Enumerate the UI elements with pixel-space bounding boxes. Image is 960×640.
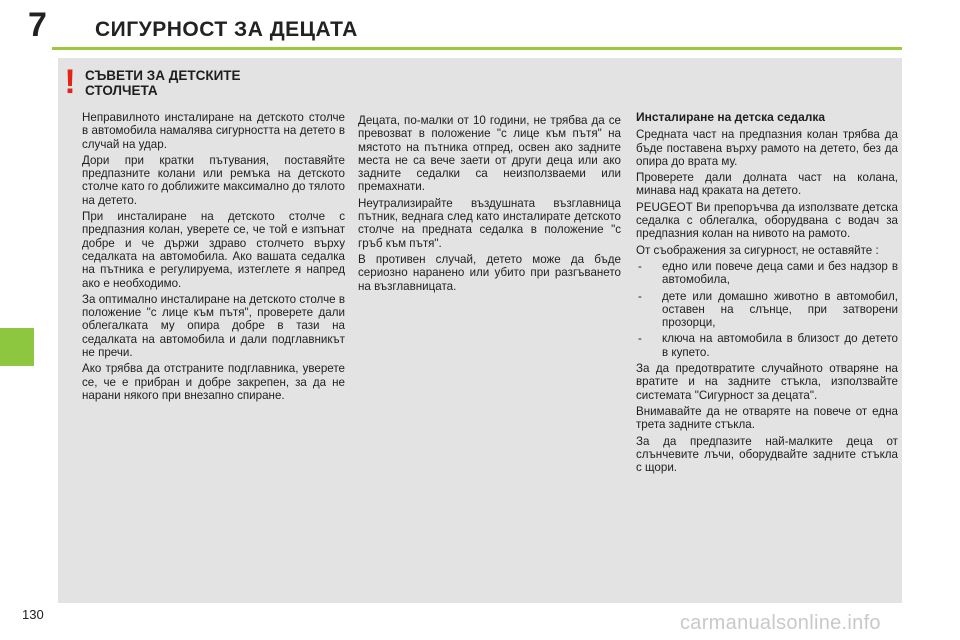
paragraph: Неправилното инсталиране на детското столче в автомобила намалява сигурността на детето в случай на удар. (82, 111, 345, 151)
paragraph: Дори при кратки пътувания, поставяйте предпазните колани или ремъка на детското столче като го доближите максимално до тялото на детето. (82, 153, 345, 207)
bullet-dash: - (638, 289, 642, 303)
paragraph: Внимавайте да не отваряте на повече от една трета задните стъкла. (636, 404, 898, 432)
header-divider (52, 47, 902, 50)
bullet-dash: - (638, 259, 642, 273)
paragraph: В противен случай, детето може да бъде сериозно наранено или убито при разгъването на възглавницата. (358, 252, 621, 293)
list-item-text: едно или повече деца сами и без надзор в автомобила, (662, 259, 898, 287)
paragraph: От съображения за сигурност, не оставяйте : (636, 243, 879, 257)
list-item-text: дете или домашно животно в автомобил, оставен на слънце, при затворени прозорци, (662, 289, 898, 330)
paragraph: Средната част на предпазния колан трябва да бъде поставена върху рамото на детето, без да опира до врата му. (636, 128, 898, 168)
page-number: 130 (22, 607, 44, 622)
panel-title (85, 68, 345, 98)
section-heading: Инсталиране на детска седалка (636, 110, 826, 124)
panel-title-line2: СТОЛЧЕТА (85, 83, 158, 98)
chapter-side-tab (0, 328, 34, 366)
bullet-dash: - (638, 332, 642, 346)
warning-list (636, 260, 898, 359)
text-column-1 (82, 111, 345, 405)
paragraph: За да предпазите най-малките деца от слънчевите лъчи, оборудвайте задните стъкла с щори. (636, 434, 898, 475)
panel-title-line1: СЪВЕТИ ЗА ДЕТСКИТЕ (85, 68, 241, 83)
list-item (636, 290, 898, 330)
list-item-text: ключа на автомобила в близост до детето в купето. (662, 332, 898, 359)
paragraph: Проверете дали долната част на колана, минава над краката на детето. (636, 171, 898, 198)
paragraph: При инсталиране на детското столче с предпазния колан, уверете се, че той е изпънат добре и че държи здраво столчето върху седалката на автомобила. Ако вашата седалка на пътника е регулируема, изтеглете я напред ако е необходимо. (82, 210, 345, 290)
chapter-number: 7 (28, 6, 47, 44)
paragraph: Ако трябва да отстраните подглавника, уверете се, че е прибран и добре закрепен, за да не нарани някого при внезапно спиране. (82, 362, 345, 402)
text-column-2 (358, 114, 621, 296)
paragraph: За да предотвратите случайното отваряне на вратите и на задните стъкла, използвайте системата "Сигурност за децата". (636, 362, 898, 402)
watermark: carmanualsonline.info (680, 612, 881, 634)
list-item (636, 332, 898, 359)
paragraph: Неутрализирайте въздушната възглавница пътник, веднага след като инсталирате детското столче на предната седалка в положение "с гръб към пътя". (358, 196, 621, 250)
paragraph: За оптимално инсталиране на детското столче в положение "с лице към пътя", проверете дали облегалката му опира добре в тази на седалката на автомобила и дали подглавникът не пречи. (82, 292, 345, 360)
paragraph: Децата, по-малки от 10 години, не трябва да се превозват в положение "с лице към пътя" на мястото на пътника отпред, освен ако задните места не са вече заети от други деца или ако задните седалки са неизползваеми или премахнати. (358, 114, 621, 194)
text-column-3 (636, 111, 898, 477)
list-item (636, 260, 898, 287)
page-title: СИГУРНОСТ ЗА ДЕЦАТА (95, 18, 358, 41)
warning-icon: ! (64, 63, 76, 101)
paragraph: PEUGEOT Ви препоръчва да използвате детска седалка с облегалка, оборудвана с водач за предпазния колан на нивото на рамото. (636, 200, 898, 241)
